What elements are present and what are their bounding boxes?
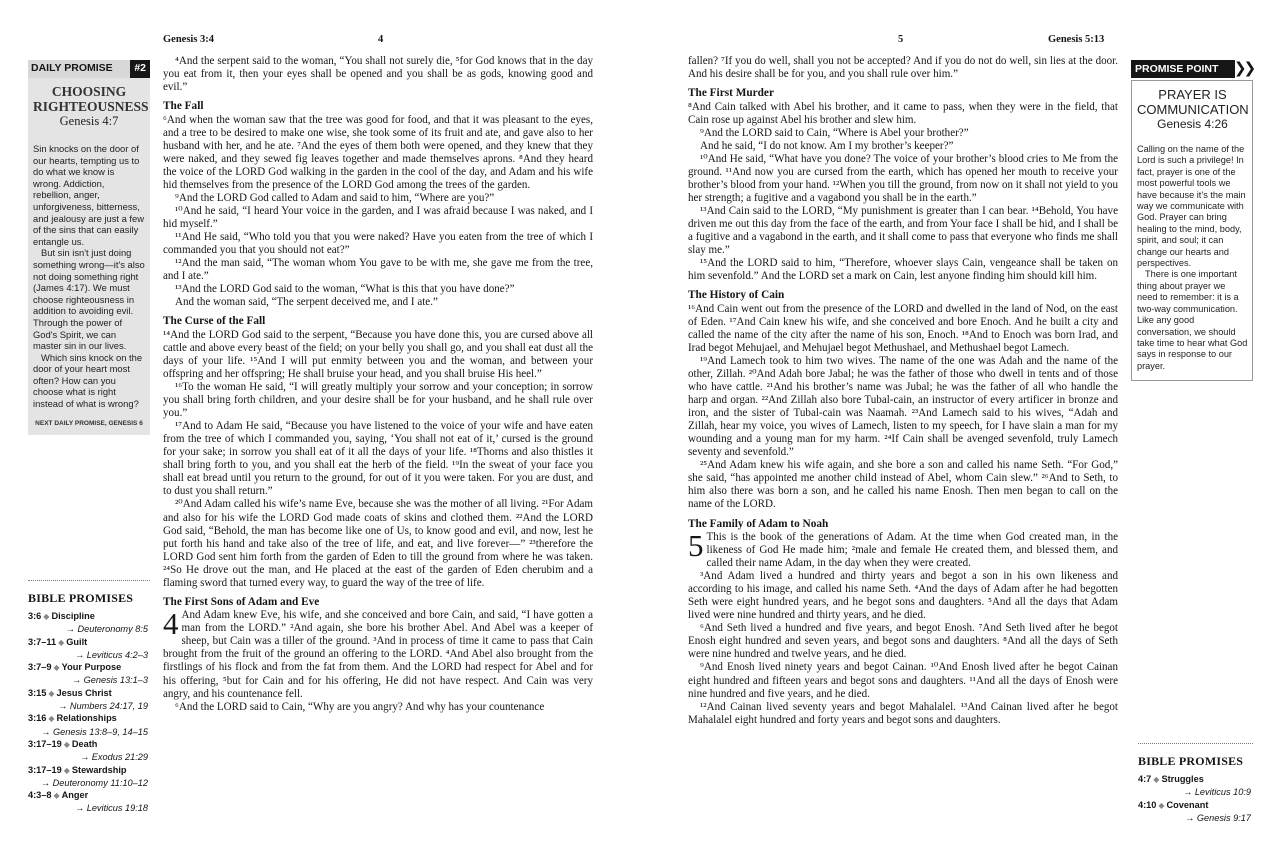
verse-paragraph: ⁴And the serpent said to the woman, “You shall not surely die, ⁵for God knows that in the day you eat from it, then your eyes shall be opened and you shall be as gods, knowing good and evil.” <box>163 55 593 94</box>
verse-paragraph: ¹⁶And Cain went out from the presence of the LORD and dwelled in the land of Nod, on the east of Eden. ¹⁷And Cain knew his wife, and she conceived and bore Enoch. And he built a city and called the name of the city after the name of his son, Enoch. ¹⁸And to Enoch was born Irad, and Irad begot Mehujael, and Mehujael begot Methushael, and Methushael begot Lamech. <box>688 302 1118 354</box>
promise-cross-reference: → Leviticus 19:18 <box>74 803 148 814</box>
promise-cross-reference: → Leviticus 4:2–3 <box>74 649 148 660</box>
diamond-icon: ◆ <box>53 791 60 801</box>
bible-promises-title: BIBLE PROMISES <box>1138 754 1244 768</box>
daily-promise-para-2: But sin isn't just doing something wrong—it's also not doing something right (James 4:17). We must choose righteousness in addition to avoiding evil. Through the power of God's Spirit, we can master sin in our lives. <box>33 247 145 352</box>
verse-paragraph: ¹⁹And Lamech took to him two wives. The name of the one was Adah and the name of the other, Zillah. ²⁰And Adah bore Jabal; he was the father of those who dwell in tents and of those who have cattle. ²¹And his brother’s name was Jubal; he was the father of all who handle the harp and organ. ²²And Zillah also bore Tubal-cain, an instructor of every artificer in bronze and iron, and the sister of Tubal-cain was Naamah. ²³And Lamech said to his wives, “Adah and Zillah, hear my voice, you wives of Lamech, listen to my speech, for I have slain a man for my wounding and a young man for my harm. ²⁴If Cain shall be avenged sevenfold, truly Lamech seventy and sevenfold.” <box>688 354 1118 459</box>
section-heading: The Family of Adam to Noah <box>688 517 829 530</box>
verse-paragraph: ¹⁴And the LORD God said to the serpent, “Because you have done this, you are cursed above all cattle and above every beast of the field; on your belly you shall go, and you shall eat dust all the days of your life. ¹⁵And I will put enmity between you and the woman, and between your offspring and her offspring; He shall bruise your head, and you shall bruise His heel.” <box>163 328 593 380</box>
verse-paragraph: And the woman said, “The serpent deceived me, and I ate.” <box>175 296 438 309</box>
promise-topic: Anger <box>61 790 89 801</box>
daily-promise-title-2: RIGHTEOUSNESS <box>33 99 149 114</box>
verse-paragraph: ⁸And Cain talked with Abel his brother, and it came to pass, when they were in the field, that Cain rose up against Abel his brother and slew him. <box>688 100 1118 126</box>
promise-topic-line <box>1138 799 1253 812</box>
promise-topic: Guilt <box>66 636 88 647</box>
verse-paragraph: ¹⁵And the LORD said to him, “Therefore, whoever slays Cain, vengeance shall be taken on him sevenfold.” And the LORD set a mark on Cain, lest anyone finding him should kill him. <box>688 257 1118 283</box>
promise-cross-reference: → Genesis 13:1–3 <box>71 675 148 686</box>
daily-promise-number: #2 <box>130 60 150 78</box>
bible-promises-list <box>1138 773 1253 824</box>
promise-verse: 3:15 <box>28 687 47 698</box>
daily-promise-label: DAILY PROMISE <box>31 62 113 74</box>
promise-point-title-1: PRAYER IS <box>1158 87 1227 102</box>
promise-point-reference: Genesis 4:26 <box>1157 117 1228 131</box>
bible-promises-title: BIBLE PROMISES <box>28 591 134 605</box>
daily-promise-para-1: Sin knocks on the door of our hearts, tempting us to do what we know is wrong. Addiction, rebellion, anger, unforgiveness, bitterness, and jealousy are just a few of the sins that can easily entangle us. <box>33 143 145 247</box>
diamond-icon: ◆ <box>1153 775 1160 784</box>
verse-text: This is the book of the generations of Adam. At the time when God created man, in the likeness of God He made him; ²male and female He created them, and blessed them, and called their name Adam, in the day when they were created. <box>706 531 1118 570</box>
chapter-number: 4 <box>163 606 179 642</box>
verse-paragraph <box>688 528 1118 570</box>
promise-topic: Your Purpose <box>61 662 122 673</box>
promise-item <box>1138 773 1253 799</box>
bible-promises-right <box>1138 743 1253 824</box>
promise-cross-reference: → Deuteronomy 8:5 <box>65 624 148 635</box>
running-head-right: Genesis 5:13 <box>1048 34 1105 45</box>
verse-paragraph: ¹²And Cainan lived seventy years and begot Mahalalel. ¹³And Cainan lived after he begot Mahalalel eight hundred and forty years and begot sons and daughters. <box>688 700 1118 726</box>
promise-point-para-2: There is one important thing about prayer we need to remember: it is a two-way communication. Like any good conversation, we should take time to hear what God says in response to our prayer. <box>1137 269 1248 371</box>
promise-verse: 4:3–8 <box>28 790 52 801</box>
verse-paragraph: ⁶And when the woman saw that the tree was good for food, and that it was pleasant to the eyes, and a tree to be desired to make one wise, she took some of its fruit and ate, and gave also to her husband with her, and he ate. ⁷And the eyes of them both were opened, and they knew that they were naked, and they sewed fig leaves together and made themselves aprons. ⁸And they heard the voice of the LORD God walking in the garden in the cool of the day, and Adam and his wife hid themselves from the presence of the LORD God among the trees of the garden. <box>163 113 593 191</box>
promise-verse: 3:6 <box>28 611 42 621</box>
promise-cross-reference: → Genesis 13:8–9, 14–15 <box>41 726 148 737</box>
diamond-icon: ◆ <box>1158 800 1165 810</box>
diamond-icon: ◆ <box>53 663 60 673</box>
promise-point-body <box>1137 144 1248 372</box>
diamond-icon: ◆ <box>63 765 70 775</box>
verse-paragraph: ¹⁰And He said, “What have you done? The voice of your brother’s blood cries to Me from the ground. ¹¹And now you are cursed from the earth, which has opened her mouth to receive your brother’s blood from your hand. ¹²When you till the ground, from now on it shall not yield to you her strength; a fugitive and a vagabond you shall be in the earth.” <box>688 152 1118 204</box>
daily-promise-para-3: Which sins knock on the door of your heart most often? How can you choose what is right instead of what is wrong? <box>33 351 143 410</box>
daily-promise-reference: Genesis 4:7 <box>59 114 119 128</box>
section-heading: The History of Cain <box>688 289 785 302</box>
right-text-column <box>688 55 1118 727</box>
section-heading: The First Sons of Adam and Eve <box>163 595 320 608</box>
running-head-left: Genesis 3:4 <box>163 34 215 45</box>
verse-paragraph: ²⁰And Adam called his wife’s name Eve, because she was the mother of all living. ²¹For Adam and also for his wife the LORD God made coats of skins and clothed them. ²²And the LORD God said, “Behold, the man has become like one of Us, to know good and evil, and now, lest he put forth his hand and take also of the tree of life, and eat, and live forever—” ²³therefore the LORD God sent him forth from the garden of Eden to till the ground from where he was taken. ²⁴So He drove out the man, and He placed at the east of the garden of Eden cherubim and a flaming sword that turned every way, to guard the way of the tree of life. <box>163 498 593 589</box>
page-number-left: 4 <box>378 34 384 45</box>
promise-topic: Death <box>71 738 98 749</box>
promise-cross-reference: → Deuteronomy 11:10–12 <box>40 777 148 788</box>
promise-topic: Relationships <box>56 713 117 724</box>
verse-paragraph: ¹³And the LORD God said to the woman, “What is this that you have done?” <box>175 283 515 296</box>
diamond-icon: ◆ <box>48 714 55 724</box>
promise-topic: Jesus Christ <box>56 687 112 698</box>
promise-verse: 3:7–9 <box>28 662 52 673</box>
diamond-icon: ◆ <box>48 688 55 698</box>
verse-paragraph: ⁹And the LORD said to Cain, “Where is Abel your brother?” <box>700 126 969 139</box>
promise-cross-reference: → Leviticus 10:9 <box>1183 787 1251 798</box>
verse-paragraph: ¹⁰And he said, “I heard Your voice in the garden, and I was afraid because I was naked, and I hid myself.” <box>163 204 593 231</box>
promise-verse: 4:10 <box>1138 799 1157 810</box>
next-daily-promise: NEXT DAILY PROMISE, GENESIS 6 <box>35 419 143 427</box>
verse-paragraph: And he said, “I do not know. Am I my brother’s keeper?” <box>700 139 954 152</box>
verse-text: And Adam knew Eve, his wife, and she conceived and bore Cain, and said, “I have gotten a man from the LORD.” ²And again, she bore his brother Abel. And Abel was a keeper of sheep, but Cain was a tiller of the ground. ³And in process of time it came to pass that Cain brought from the fruit of the ground an offering to the LORD. ⁴And Abel also brought from the firstlings of his flock and from the fat from them. And the LORD had respect for Abel and for his offering, ⁵but for Cain and for his offering, He did not have respect. And Cain was very angry, and his countenance fell. <box>163 609 593 700</box>
promise-verse: 3:16 <box>28 713 47 724</box>
diamond-icon: ◆ <box>43 612 50 621</box>
verse-paragraph: ⁹And Enosh lived ninety years and begot Cainan. ¹⁰And Enosh lived after he begot Cainan eight hundred and fifteen years and begot sons and daughters. ¹¹And all the days of Enosh were nine hundred and five years, and he died. <box>688 661 1118 700</box>
section-heading: The First Murder <box>688 87 774 100</box>
promise-item <box>1138 799 1253 825</box>
verse-paragraph: ¹¹And He said, “Who told you that you were naked? Have you eaten from the tree of which I commanded you that you should not eat?” <box>163 231 593 257</box>
promise-point-label: PROMISE POINT <box>1135 63 1219 75</box>
promise-topic: Stewardship <box>71 764 127 775</box>
promise-topic-line <box>1138 773 1253 786</box>
page-number-right: 5 <box>898 34 904 45</box>
promise-topic: Discipline <box>51 611 95 621</box>
chapter-number: 5 <box>688 528 704 563</box>
promise-cross-reference: → Numbers 24:17, 19 <box>58 701 148 712</box>
section-heading: The Curse of the Fall <box>163 315 266 328</box>
section-heading: The Fall <box>163 100 204 113</box>
promise-cross-reference: → Exodus 21:29 <box>80 752 148 763</box>
verse-paragraph: ¹⁷And to Adam He said, “Because you have listened to the voice of your wife and have eaten from the tree of which I commanded you, saying, ‘You shall not eat of it,’ cursed is the ground for your sake; in sorrow you shall eat of it all the days of your life. ¹⁸Thorns and also thistles it shall bring forth to you, and you shall eat the herb of the field. ¹⁹In the sweat of your face you shall eat bread until you return to the ground, for out of it you were taken. For you are dust, and to dust you shall return.” <box>163 420 593 498</box>
promise-topic: Struggles <box>1161 774 1204 784</box>
verse-paragraph: fallen? ⁷If you do well, shall you not be accepted? And if you do not do well, sin lies at the door. And his desire shall be for you, and you shall rule over him.” <box>688 55 1118 81</box>
promise-point-box <box>1131 80 1253 381</box>
verse-paragraph: ¹³And Cain said to the LORD, “My punishment is greater than I can bear. ¹⁴Behold, You have driven me out this day from the face of the earth, and from Your face I shall be hid, and I shall be a fugitive and a vagabond in the earth, and it shall come to pass that everyone who finds me shall slay me.” <box>688 204 1118 257</box>
promise-verse: 3:17–19 <box>28 764 62 775</box>
daily-promise-title-1: CHOOSING <box>51 84 127 99</box>
promise-point-title-2: COMMUNICATION <box>1137 102 1249 117</box>
promise-point-para-1: Calling on the name of the Lord is such a privilege! In fact, prayer is one of the most powerful tools we have because it’s the main way we communicate with God. Prayer can bring healing to the mind, body, spirit, and soul; it can change our hearts and perspectives. <box>1137 144 1246 269</box>
promise-topic: Covenant <box>1166 799 1209 810</box>
verse-paragraph: ³And Adam lived a hundred and thirty years and begot a son in his own likeness and according to his image, and called his name Seth. ⁴And the days of Adam after he had begotten Seth were eight hundred years, and he begot sons and daughters. ⁵And all the days that Adam lived were nine hundred and thirty years, and he died. <box>688 570 1118 622</box>
verse-paragraph: ⁹And the LORD God called to Adam and said to him, “Where are you?” <box>175 191 495 204</box>
promise-verse: 4:7 <box>1138 774 1152 784</box>
promise-cross-reference: → Genesis 9:17 <box>1185 812 1251 823</box>
verse-paragraph: ¹²And the man said, “The woman whom You gave to be with me, she gave me from the tree, and I ate.” <box>163 257 593 283</box>
promise-point-tag <box>1131 60 1254 78</box>
promise-point-sidebar <box>1131 60 1253 381</box>
diamond-icon: ◆ <box>63 739 70 749</box>
verse-paragraph: ⁶And Seth lived a hundred and five years, and begot Enosh. ⁷And Seth lived after he begot Enosh eight hundred and seven years, and begot sons and daughters. ⁸And all the days of Seth were nine hundred and twelve years, and he died. <box>688 622 1118 661</box>
diamond-icon: ◆ <box>58 637 65 647</box>
promise-verse: 3:17–19 <box>28 738 62 749</box>
verse-paragraph: ²⁵And Adam knew his wife again, and she bore a son and called his name Seth. “For God,” she said, “has appointed me another child instead of Abel, whom Cain slew.” ²⁶And to Seth, to him also there was born a son, and he called his name Enosh. Then men began to call on the name of the LORD. <box>688 459 1118 511</box>
verse-paragraph: ⁶And the LORD said to Cain, “Why are you angry? And why has your countenance <box>175 700 545 713</box>
promise-verse: 3:7–11 <box>28 636 57 647</box>
promises-divider <box>1138 743 1253 744</box>
chevrons-right-icon: ❯❯ <box>1234 60 1254 77</box>
verse-paragraph: ¹⁶To the woman He said, “I will greatly multiply your sorrow and your conception; in sorrow you shall bring forth children, and your desire shall be for your husband, and he shall rule over you.” <box>163 381 593 420</box>
